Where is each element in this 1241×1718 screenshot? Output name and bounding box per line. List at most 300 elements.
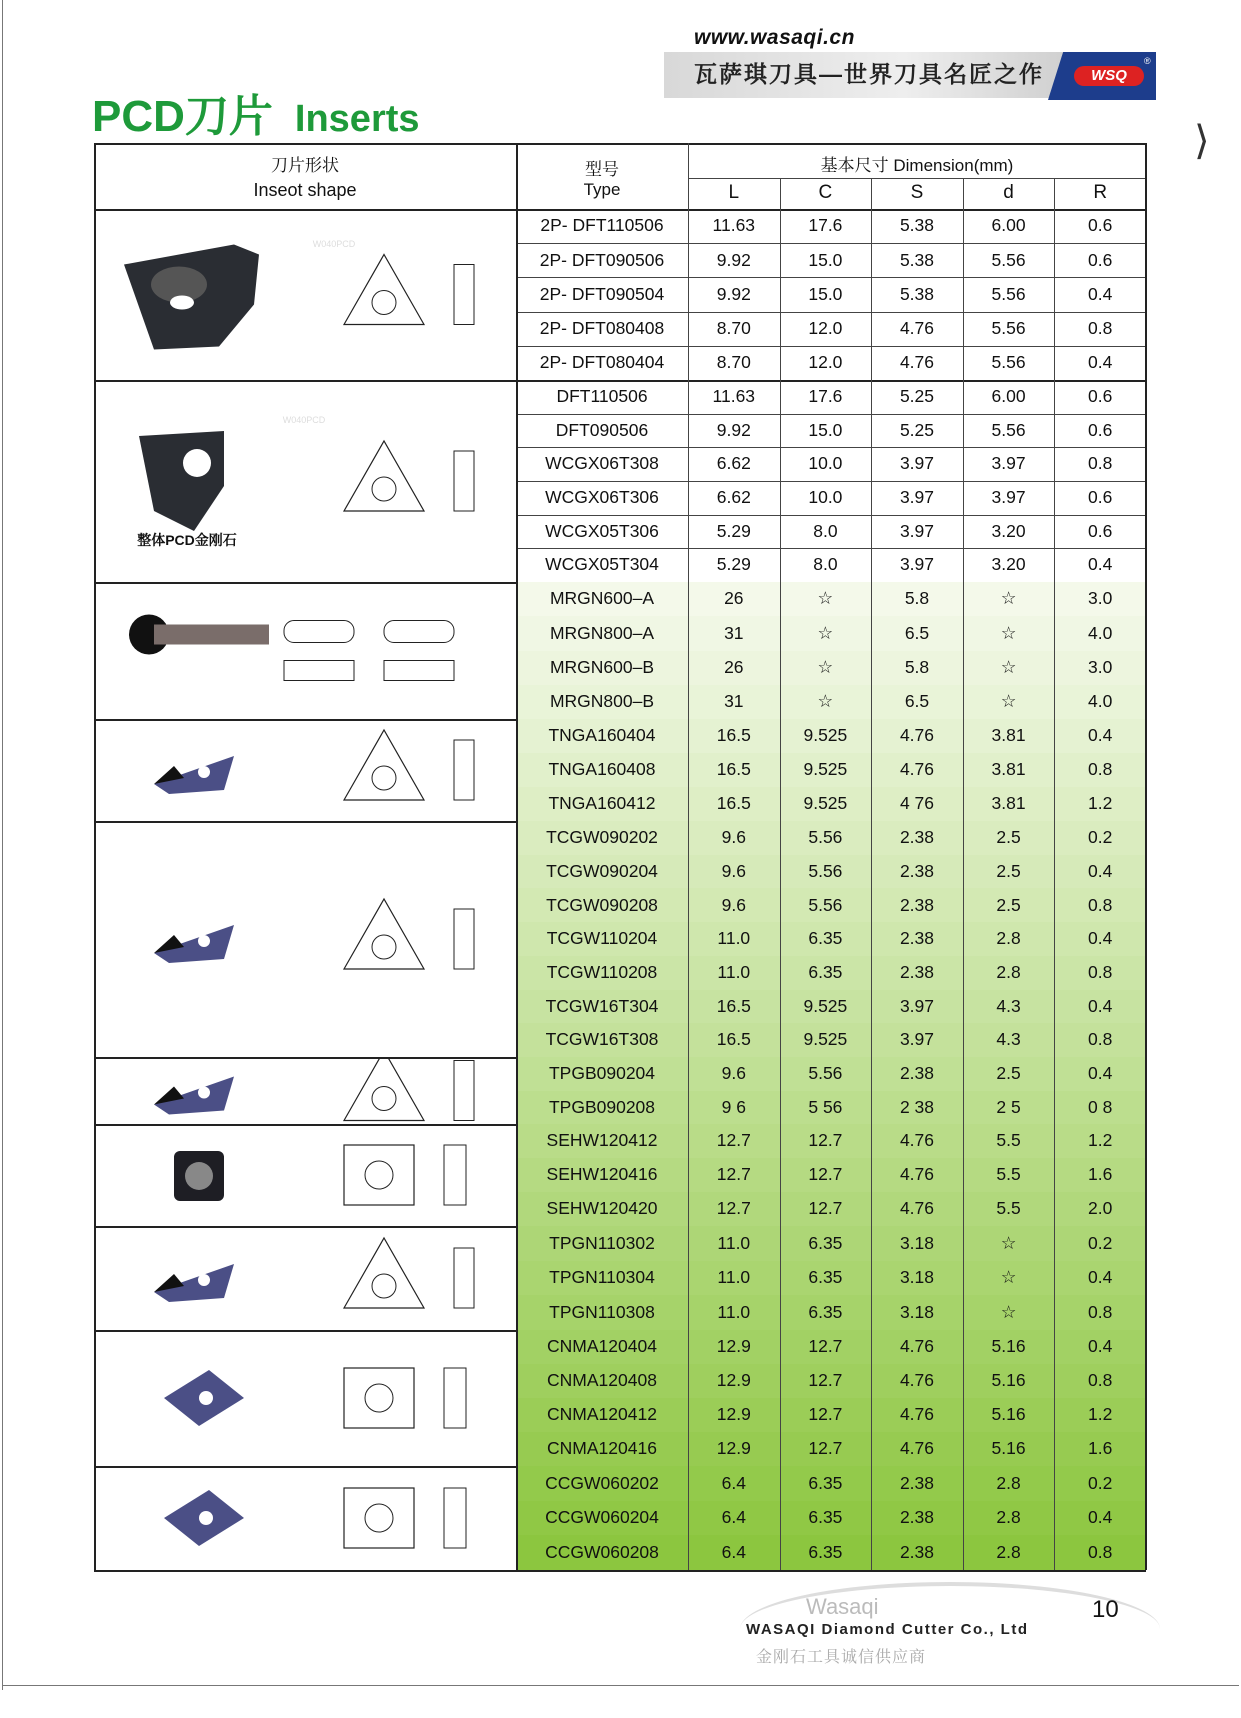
cell-s: 6.5 xyxy=(904,622,930,643)
cell-d: 5.56 xyxy=(991,249,1026,270)
cell-l: 8.70 xyxy=(716,317,751,338)
cell-c: 6.35 xyxy=(808,1507,843,1528)
insert-image-group-6 xyxy=(94,1057,516,1124)
table-row xyxy=(516,719,1146,753)
table-row xyxy=(516,616,1146,650)
cell-r: 0.4 xyxy=(1088,1336,1113,1357)
cell-r: 0.2 xyxy=(1088,1472,1113,1493)
cell-d: 5.5 xyxy=(996,1164,1021,1185)
cell-s: 5.25 xyxy=(899,386,935,407)
insert-image-group-7 xyxy=(94,1124,516,1226)
cell-r: 0.6 xyxy=(1088,249,1113,270)
cell-s: 2.38 xyxy=(899,1541,935,1562)
cell-d: 2 5 xyxy=(996,1096,1021,1117)
cell-s: 3.18 xyxy=(899,1301,935,1322)
cell-c: 12.7 xyxy=(808,1404,843,1425)
cell-type: SEHW120412 xyxy=(546,1130,658,1151)
cell-c: 12.7 xyxy=(808,1370,843,1391)
value-column-border xyxy=(1054,178,1055,1570)
cell-c: 17.6 xyxy=(808,215,843,236)
insert-image-group-5 xyxy=(94,821,516,1057)
table-left-border xyxy=(94,143,96,1570)
cell-c: 5.56 xyxy=(808,860,843,881)
cell-type: WCGX05T304 xyxy=(545,554,659,575)
cell-d: 6.00 xyxy=(991,386,1026,407)
cell-s: 2.38 xyxy=(899,894,935,915)
insert-drawing xyxy=(94,1124,516,1226)
table-row xyxy=(516,515,1146,549)
cell-s: 2.38 xyxy=(899,1063,935,1083)
cell-l: 31 xyxy=(724,622,744,643)
cell-c: 12.0 xyxy=(808,352,843,373)
insert-image-group-8 xyxy=(94,1226,516,1330)
cell-type: WCGX06T308 xyxy=(545,453,659,474)
cell-r: 0 8 xyxy=(1088,1096,1113,1117)
table-row xyxy=(516,685,1146,719)
cell-c: 15.0 xyxy=(808,283,843,304)
insert-drawing xyxy=(94,1330,516,1466)
cell-c: 6.35 xyxy=(808,1301,843,1322)
table-row xyxy=(516,209,1146,243)
value-column-border xyxy=(963,178,964,1570)
cell-l: 6.4 xyxy=(721,1472,746,1493)
cell-r: 0.4 xyxy=(1088,1507,1113,1528)
cell-type: CNMA120416 xyxy=(547,1438,657,1459)
cell-r: 4.0 xyxy=(1088,622,1113,643)
cell-l: 12.7 xyxy=(716,1164,751,1185)
cell-c: 5.56 xyxy=(808,1063,843,1083)
cell-s: 4.76 xyxy=(899,725,935,746)
cell-l: 26 xyxy=(724,588,744,609)
cell-r: 0.8 xyxy=(1088,1370,1113,1391)
cell-l: 12.9 xyxy=(716,1370,751,1391)
cell-c: 15.0 xyxy=(808,419,843,440)
cell-r: 1.2 xyxy=(1088,1130,1113,1151)
insert-drawing xyxy=(94,1057,516,1124)
cell-s: 6.5 xyxy=(904,691,930,712)
cell-c: ☆ xyxy=(817,691,834,712)
cell-l: 9.6 xyxy=(721,860,746,881)
cell-d: ☆ xyxy=(1000,1301,1017,1322)
cell-s: 2.38 xyxy=(899,860,935,881)
cell-r: 0.4 xyxy=(1088,352,1113,373)
value-column-border xyxy=(780,178,781,1570)
cell-c: ☆ xyxy=(817,622,834,643)
table-row xyxy=(516,277,1146,311)
table-row xyxy=(516,380,1146,414)
cell-d: ☆ xyxy=(1000,656,1017,677)
cell-c: 6.35 xyxy=(808,1232,843,1253)
insert-drawing xyxy=(94,821,516,1057)
cell-r: 1.2 xyxy=(1088,1404,1113,1425)
cell-type: 2P- DFT090504 xyxy=(539,283,665,304)
cell-c: 12.7 xyxy=(808,1130,843,1151)
page-border-left xyxy=(2,0,3,1690)
cell-s: 4.76 xyxy=(899,317,935,338)
cell-r: 1.6 xyxy=(1088,1164,1113,1185)
cell-r: 0.6 xyxy=(1088,520,1113,541)
insert-drawing xyxy=(94,582,516,719)
cell-d: 5.5 xyxy=(996,1130,1021,1151)
table-right-border xyxy=(1145,143,1147,1570)
cell-type: 2P- DFT080404 xyxy=(539,352,665,373)
cell-d: 3.81 xyxy=(991,725,1026,746)
cell-d: 3.20 xyxy=(991,554,1026,575)
cell-d: 5.16 xyxy=(991,1370,1026,1391)
cell-r: 0.4 xyxy=(1088,283,1113,304)
cell-l: 9.6 xyxy=(721,1063,746,1083)
value-column-border xyxy=(688,143,689,1570)
cell-d: 5.5 xyxy=(996,1198,1021,1219)
cell-l: 16.5 xyxy=(716,725,751,746)
cell-type: CCGW060204 xyxy=(545,1507,659,1528)
cell-c: 9.525 xyxy=(803,995,848,1016)
title-pcd: PCD刀片 xyxy=(92,92,273,141)
table-row xyxy=(516,1057,1146,1091)
cell-s: 4.76 xyxy=(899,1404,935,1425)
cell-l: 12.9 xyxy=(716,1438,751,1459)
cell-d: 3.97 xyxy=(991,487,1026,508)
footer-company: WASAQI Diamond Cutter Co., Ltd xyxy=(746,1621,1029,1638)
cell-d: 2.5 xyxy=(996,860,1021,881)
cell-d: 2.5 xyxy=(996,827,1021,848)
cell-type: CNMA120404 xyxy=(547,1336,657,1357)
cell-type: MRGN600–A xyxy=(549,588,655,609)
cell-s: 3.97 xyxy=(899,520,935,541)
cell-c: 5.56 xyxy=(808,827,843,848)
table-row xyxy=(516,888,1146,922)
cell-s: 5.38 xyxy=(899,249,935,270)
insert-image-group-10 xyxy=(94,1466,516,1570)
website-url[interactable]: www.wasaqi.cn xyxy=(694,26,855,49)
table-row xyxy=(516,956,1146,990)
cell-r: 0.8 xyxy=(1088,961,1113,982)
cell-r: 0.8 xyxy=(1088,1029,1113,1050)
cell-s: 4.76 xyxy=(899,1198,935,1219)
cell-l: 16.5 xyxy=(716,995,751,1016)
cell-type: 2P- DFT080408 xyxy=(539,317,665,338)
insert-image-group-4 xyxy=(94,719,516,821)
cell-s: 5.8 xyxy=(904,588,930,609)
cell-type: CNMA120408 xyxy=(547,1370,657,1391)
table-row xyxy=(516,753,1146,787)
cell-type: TPGN110308 xyxy=(549,1301,655,1322)
cell-l: 12.7 xyxy=(716,1198,751,1219)
cell-type: TNGA160412 xyxy=(548,793,656,814)
table-row xyxy=(516,1023,1146,1057)
cell-type: TPGB090208 xyxy=(548,1096,656,1117)
cell-type: TCGW090202 xyxy=(546,827,658,848)
cell-c: ☆ xyxy=(817,656,834,677)
cell-l: 9.6 xyxy=(721,894,746,915)
cell-s: 2.38 xyxy=(899,1507,935,1528)
cell-r: 0.8 xyxy=(1088,453,1113,474)
cell-d: 4.3 xyxy=(996,1029,1021,1050)
cell-c: 12.7 xyxy=(808,1336,843,1357)
table-row xyxy=(516,1330,1146,1364)
cell-s: 4.76 xyxy=(899,1164,935,1185)
cell-l: 16.5 xyxy=(716,759,751,780)
cell-l: 16.5 xyxy=(716,793,751,814)
cell-d: ☆ xyxy=(1000,588,1017,609)
cell-type: TCGW110204 xyxy=(546,928,658,949)
cell-s: 4.76 xyxy=(899,352,935,373)
cell-s: 3.18 xyxy=(899,1267,935,1288)
cell-l: 11.0 xyxy=(717,928,751,949)
cell-c: 5.56 xyxy=(808,894,843,915)
footer-slogan: 金刚石工具诚信供应商 xyxy=(756,1649,927,1666)
table-row xyxy=(516,1501,1146,1536)
cell-s: 3.97 xyxy=(899,1029,935,1050)
cell-c: 9.525 xyxy=(803,759,848,780)
cell-l: 6.62 xyxy=(716,487,751,508)
cell-s: 2.38 xyxy=(899,827,935,848)
margin-mark: ⟩ xyxy=(1194,118,1210,164)
cell-type: SEHW120416 xyxy=(546,1164,658,1185)
cell-c: 9.525 xyxy=(803,1029,848,1050)
header-bottom-border xyxy=(94,209,1146,211)
cell-type: TCGW090208 xyxy=(546,894,658,915)
footer-brand: Wasaqi xyxy=(806,1594,879,1619)
header-shape-en: Inseot shape xyxy=(253,180,357,200)
cell-d: 3.97 xyxy=(991,453,1026,474)
cell-c: 8.0 xyxy=(813,520,838,541)
table-row xyxy=(516,1261,1146,1296)
cell-r: 0.4 xyxy=(1088,554,1113,575)
cell-s: 5.38 xyxy=(899,215,935,236)
table-row xyxy=(516,990,1146,1024)
cell-d: 3.81 xyxy=(991,793,1026,814)
cell-c: 12.7 xyxy=(808,1164,843,1185)
cell-type: TPGB090204 xyxy=(548,1063,656,1083)
cell-type: WCGX05T306 xyxy=(545,520,659,541)
cell-l: 26 xyxy=(724,656,744,677)
cell-r: 0.4 xyxy=(1088,725,1113,746)
insert-image-group-1 xyxy=(94,209,516,380)
table-row xyxy=(516,243,1146,277)
cell-l: 6.4 xyxy=(721,1507,746,1528)
registered-mark: ® xyxy=(1144,56,1151,66)
cell-l: 16.5 xyxy=(716,1029,751,1050)
table-row xyxy=(516,1535,1146,1570)
cell-type: 2P- DFT090506 xyxy=(539,249,665,270)
table-row xyxy=(516,821,1146,855)
cell-l: 6.4 xyxy=(721,1541,746,1562)
logo-text: WSQ xyxy=(1074,66,1144,86)
table-row xyxy=(516,414,1146,448)
cell-r: 0.4 xyxy=(1088,1063,1113,1083)
cell-type: DFT090506 xyxy=(555,419,649,440)
cell-l: 8.70 xyxy=(716,352,751,373)
cell-l: 9.6 xyxy=(721,827,746,848)
header-mid-line xyxy=(688,178,1146,179)
cell-r: 0.8 xyxy=(1088,1301,1113,1322)
cell-l: 31 xyxy=(724,691,744,712)
header-dim-d: d xyxy=(1003,182,1014,203)
cell-r: 0.6 xyxy=(1088,419,1113,440)
cell-type: TNGA160408 xyxy=(548,759,656,780)
cell-type: MRGN600–B xyxy=(549,656,655,677)
cell-c: 12.7 xyxy=(808,1438,843,1459)
cell-l: 9 6 xyxy=(721,1096,746,1117)
table-row xyxy=(516,346,1146,380)
table-row xyxy=(516,787,1146,821)
cell-c: 5 56 xyxy=(808,1096,843,1117)
cell-s: 5.25 xyxy=(899,419,935,440)
table-row xyxy=(516,1466,1146,1501)
type-column-border xyxy=(516,143,518,1570)
table-row xyxy=(516,922,1146,956)
cell-type: 2P- DFT110506 xyxy=(540,215,664,236)
cell-d: ☆ xyxy=(1000,1267,1017,1288)
cell-l: 5.29 xyxy=(716,520,751,541)
table-row xyxy=(516,1295,1146,1330)
header-dimension: 基本尺寸 Dimension(mm) xyxy=(820,156,1014,175)
cell-r: 0.8 xyxy=(1088,1541,1113,1562)
cell-d: 2.5 xyxy=(996,1063,1021,1083)
cell-d: 2.8 xyxy=(996,1472,1021,1493)
cell-l: 11.63 xyxy=(712,386,756,407)
cell-l: 12.7 xyxy=(716,1130,751,1151)
cell-r: 0.8 xyxy=(1088,759,1113,780)
table-row xyxy=(516,1364,1146,1398)
table-row xyxy=(516,447,1146,481)
cell-c: 12.0 xyxy=(808,317,843,338)
cell-c: 6.35 xyxy=(808,928,843,949)
cell-c: 9.525 xyxy=(803,725,848,746)
cell-l: 6.62 xyxy=(716,453,751,474)
cell-r: 1.6 xyxy=(1088,1438,1113,1459)
cell-c: 8.0 xyxy=(813,554,838,575)
header-type-cn: 型号 xyxy=(585,160,619,179)
table-row xyxy=(516,582,1146,616)
insert-drawing xyxy=(94,209,516,380)
cell-r: 0.6 xyxy=(1088,215,1113,236)
cell-c: 6.35 xyxy=(808,961,843,982)
cell-c: 12.7 xyxy=(808,1198,843,1219)
cell-r: 0.2 xyxy=(1088,827,1113,848)
cell-d: 2.8 xyxy=(996,1541,1021,1562)
cell-d: 5.56 xyxy=(991,317,1026,338)
cell-s: 4.76 xyxy=(899,1336,935,1357)
cell-type: TPGN110302 xyxy=(549,1232,655,1253)
cell-type: CCGW060202 xyxy=(545,1472,659,1493)
cell-l: 11.0 xyxy=(717,961,751,982)
cell-r: 0.6 xyxy=(1088,487,1113,508)
cell-r: 0.8 xyxy=(1088,894,1113,915)
cell-c: 6.35 xyxy=(808,1472,843,1493)
cell-r: 0.4 xyxy=(1088,995,1113,1016)
cell-type: DFT110506 xyxy=(556,386,648,407)
cell-l: 9.92 xyxy=(716,249,751,270)
cell-l: 11.0 xyxy=(717,1267,751,1288)
cell-s: 2.38 xyxy=(899,928,935,949)
header-shape-cn: 刀片形状 xyxy=(271,156,339,175)
cell-l: 12.9 xyxy=(716,1336,751,1357)
cell-r: 4.0 xyxy=(1088,691,1113,712)
cell-r: 0.8 xyxy=(1088,317,1113,338)
cell-r: 0.4 xyxy=(1088,1267,1113,1288)
cell-d: 5.16 xyxy=(991,1438,1026,1459)
cell-r: 0.4 xyxy=(1088,928,1113,949)
insert-image-group-2 xyxy=(94,380,516,582)
cell-d: 2.5 xyxy=(996,894,1021,915)
cell-d: 6.00 xyxy=(991,215,1026,236)
table-row xyxy=(516,1226,1146,1261)
table-top-border xyxy=(94,143,1146,145)
cell-d: ☆ xyxy=(1000,1232,1017,1253)
cell-s: 3.97 xyxy=(899,995,935,1016)
page-border-bottom xyxy=(2,1685,1239,1686)
cell-s: 4.76 xyxy=(899,1370,935,1391)
title-inserts: Inserts xyxy=(294,98,420,140)
table-row xyxy=(516,1192,1146,1226)
cell-s: 3.97 xyxy=(899,453,935,474)
cell-l: 5.29 xyxy=(716,554,751,575)
cell-s: 2.38 xyxy=(899,1472,935,1493)
cell-type: TCGW16T308 xyxy=(545,1029,659,1050)
header-type-en: Type xyxy=(583,180,621,199)
cell-type: TCGW16T304 xyxy=(545,995,659,1016)
cell-s: 3.97 xyxy=(899,487,935,508)
insert-image-group-3 xyxy=(94,582,516,719)
cell-d: 5.56 xyxy=(991,283,1026,304)
cell-r: 0.2 xyxy=(1088,1232,1113,1253)
group-divider xyxy=(94,1570,1146,1572)
cell-d: 5.16 xyxy=(991,1404,1026,1425)
table-row xyxy=(516,1432,1146,1466)
cell-r: 2.0 xyxy=(1088,1198,1113,1219)
cell-l: 12.9 xyxy=(716,1404,751,1425)
cell-d: 5.56 xyxy=(991,419,1026,440)
insert-drawing xyxy=(94,1226,516,1330)
cell-s: 5.8 xyxy=(904,656,930,677)
table-row xyxy=(516,855,1146,889)
cell-type: TCGW090204 xyxy=(546,860,658,881)
table-row xyxy=(516,548,1146,582)
cell-c: 10.0 xyxy=(808,487,843,508)
cell-l: 9.92 xyxy=(716,419,751,440)
cell-d: 2.8 xyxy=(996,928,1021,949)
cell-r: 0.4 xyxy=(1088,860,1113,881)
table-row xyxy=(516,481,1146,515)
cell-d: 3.81 xyxy=(991,759,1026,780)
cell-s: 2 38 xyxy=(899,1096,935,1117)
page-title xyxy=(92,80,420,144)
insert-caption: 整体PCD金刚石 xyxy=(137,532,237,548)
header-dim-r: R xyxy=(1093,182,1108,203)
cell-s: 5.38 xyxy=(899,283,935,304)
cell-type: TCGW110208 xyxy=(546,961,658,982)
table-row xyxy=(516,651,1146,685)
cell-l: 9.92 xyxy=(716,283,751,304)
cell-d: 5.16 xyxy=(991,1336,1026,1357)
table-row xyxy=(516,1398,1146,1432)
cell-s: 4.76 xyxy=(899,1438,935,1459)
cell-d: 2.8 xyxy=(996,961,1021,982)
value-column-border xyxy=(871,178,872,1570)
cell-r: 1.2 xyxy=(1088,793,1113,814)
insert-drawing xyxy=(94,1466,516,1570)
cell-c: 9.525 xyxy=(803,793,848,814)
cell-s: 3.97 xyxy=(899,554,935,575)
cell-c: 6.35 xyxy=(808,1267,843,1288)
cell-s: 4.76 xyxy=(899,759,935,780)
insert-marking-label: W040PCD xyxy=(312,239,356,249)
table-row xyxy=(516,312,1146,346)
header-dim-c: C xyxy=(818,182,833,203)
cell-d: 3.20 xyxy=(991,520,1026,541)
